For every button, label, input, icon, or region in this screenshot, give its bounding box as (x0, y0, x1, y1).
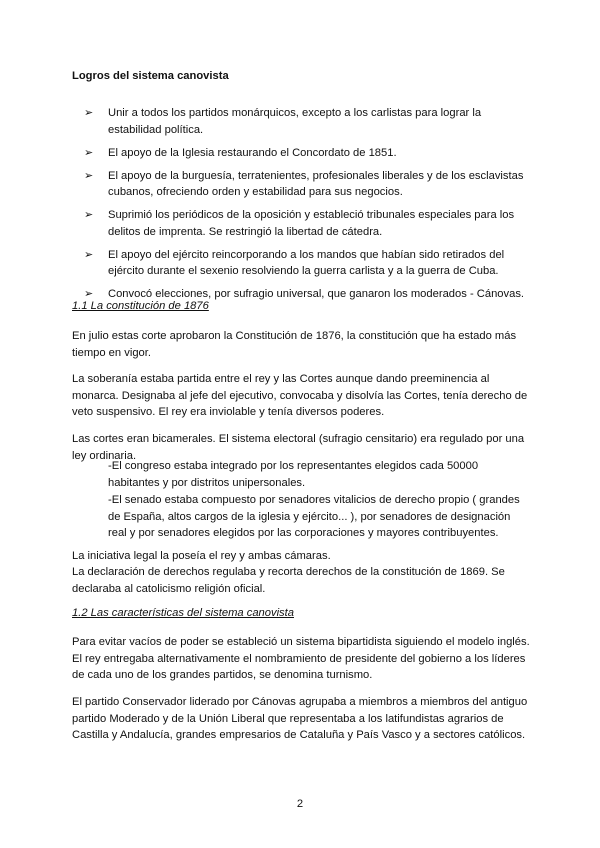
arrowhead-bullet-icon: ➢ (84, 288, 94, 300)
arrowhead-bullet-icon: ➢ (84, 248, 94, 261)
list-item: ➢ Unir a todos los partidos monárquicos, excepto a los carlistas para lograr la estabilidad política. (84, 107, 482, 136)
list-item: ➢ Convocó elecciones, por sufragio universal, que ganaron los moderados - Cánovas. (72, 286, 532, 303)
indented-paragraph: -El congreso estaba integrado por los representantes elegidos cada 50000 habitantes y por distritos unipersonales. (108, 460, 479, 489)
arrowhead-bullet-icon: ➢ (84, 169, 94, 182)
achievements-list (72, 105, 532, 309)
list-item: ➢ El apoyo de la Iglesia restaurando el Concordato de 1851. (72, 145, 532, 162)
paragraph: La iniciativa legal la poseía el rey y ambas cámaras. (72, 550, 331, 562)
paragraph: La soberanía estaba partida entre el rey y las Cortes aunque dando preeminencia al monarca. Designaba al jefe del ejecutivo, convocaba y disolvía las Cortes, tenía derecho de veto suspensivo. El rey era inviolable y tenía diversos poderes. (72, 373, 528, 418)
section-heading-characteristics: 1.2 Las características del sistema canovista (72, 607, 294, 619)
list-item: ➢ El apoyo de la burguesía, terratenientes, profesionales liberales y de los esclavistas cubanos, ofreciendo orden y estabilidad para sus negocios. (84, 169, 524, 198)
list-item: ➢ El apoyo del ejército reincorporando a los mandos que habían sido retirados del ejército durante el sexenio resolviendo la guerra carlista y a la guerra de Cuba. (84, 248, 505, 277)
paragraph: Para evitar vacíos de poder se estableció un sistema bipartidista siguiendo el modelo inglés. El rey entregaba alternativamente el nombramiento de presidente del gobierno a los líderes de cada uno de los grandes partidos, se denomina turnismo. (72, 636, 530, 681)
indented-paragraph: -El senado estaba compuesto por senadores vitalicios de derecho propio ( grandes de España, altos cargos de la iglesia y ejército... ), por senadores de designación real y por senadores elegidos por las corporaciones y mayores contribuyentes. (108, 494, 520, 539)
paragraph: La declaración de derechos regulaba y recorta derechos de la constitución de 1869. Se declaraba al catolicismo religión oficial. (72, 566, 505, 595)
arrowhead-bullet-icon: ➢ (84, 146, 94, 159)
arrowhead-bullet-icon: ➢ (84, 107, 94, 119)
document-title: Logros del sistema canovista (72, 70, 229, 82)
arrowhead-bullet-icon: ➢ (84, 209, 94, 221)
page-number: 2 (296, 798, 304, 810)
paragraph: Las cortes eran bicamerales. El sistema electoral (sufragio censitario) era regulado por una ley ordinaria. (72, 433, 525, 462)
paragraph: El partido Conservador liderado por Cánovas agrupaba a miembros a miembros del antiguo partido Moderado y de la Unión Liberal que representaba a los latifundistas agrarios de Castilla y Andalucía, grandes empresarios de Cataluña y País Vasco y a sectores católicos. (72, 696, 528, 741)
list-item: ➢ Suprimió los periódicos de la oposición y estableció tribunales especiales para los delitos de imprenta. Se restringió la libertad de cátedra. (84, 209, 515, 238)
section-heading-constitution: 1.1 La constitución de 1876 (72, 300, 209, 312)
paragraph: En julio estas corte aprobaron la Constitución de 1876, la constitución que ha estado más tiempo en vigor. (72, 330, 517, 359)
